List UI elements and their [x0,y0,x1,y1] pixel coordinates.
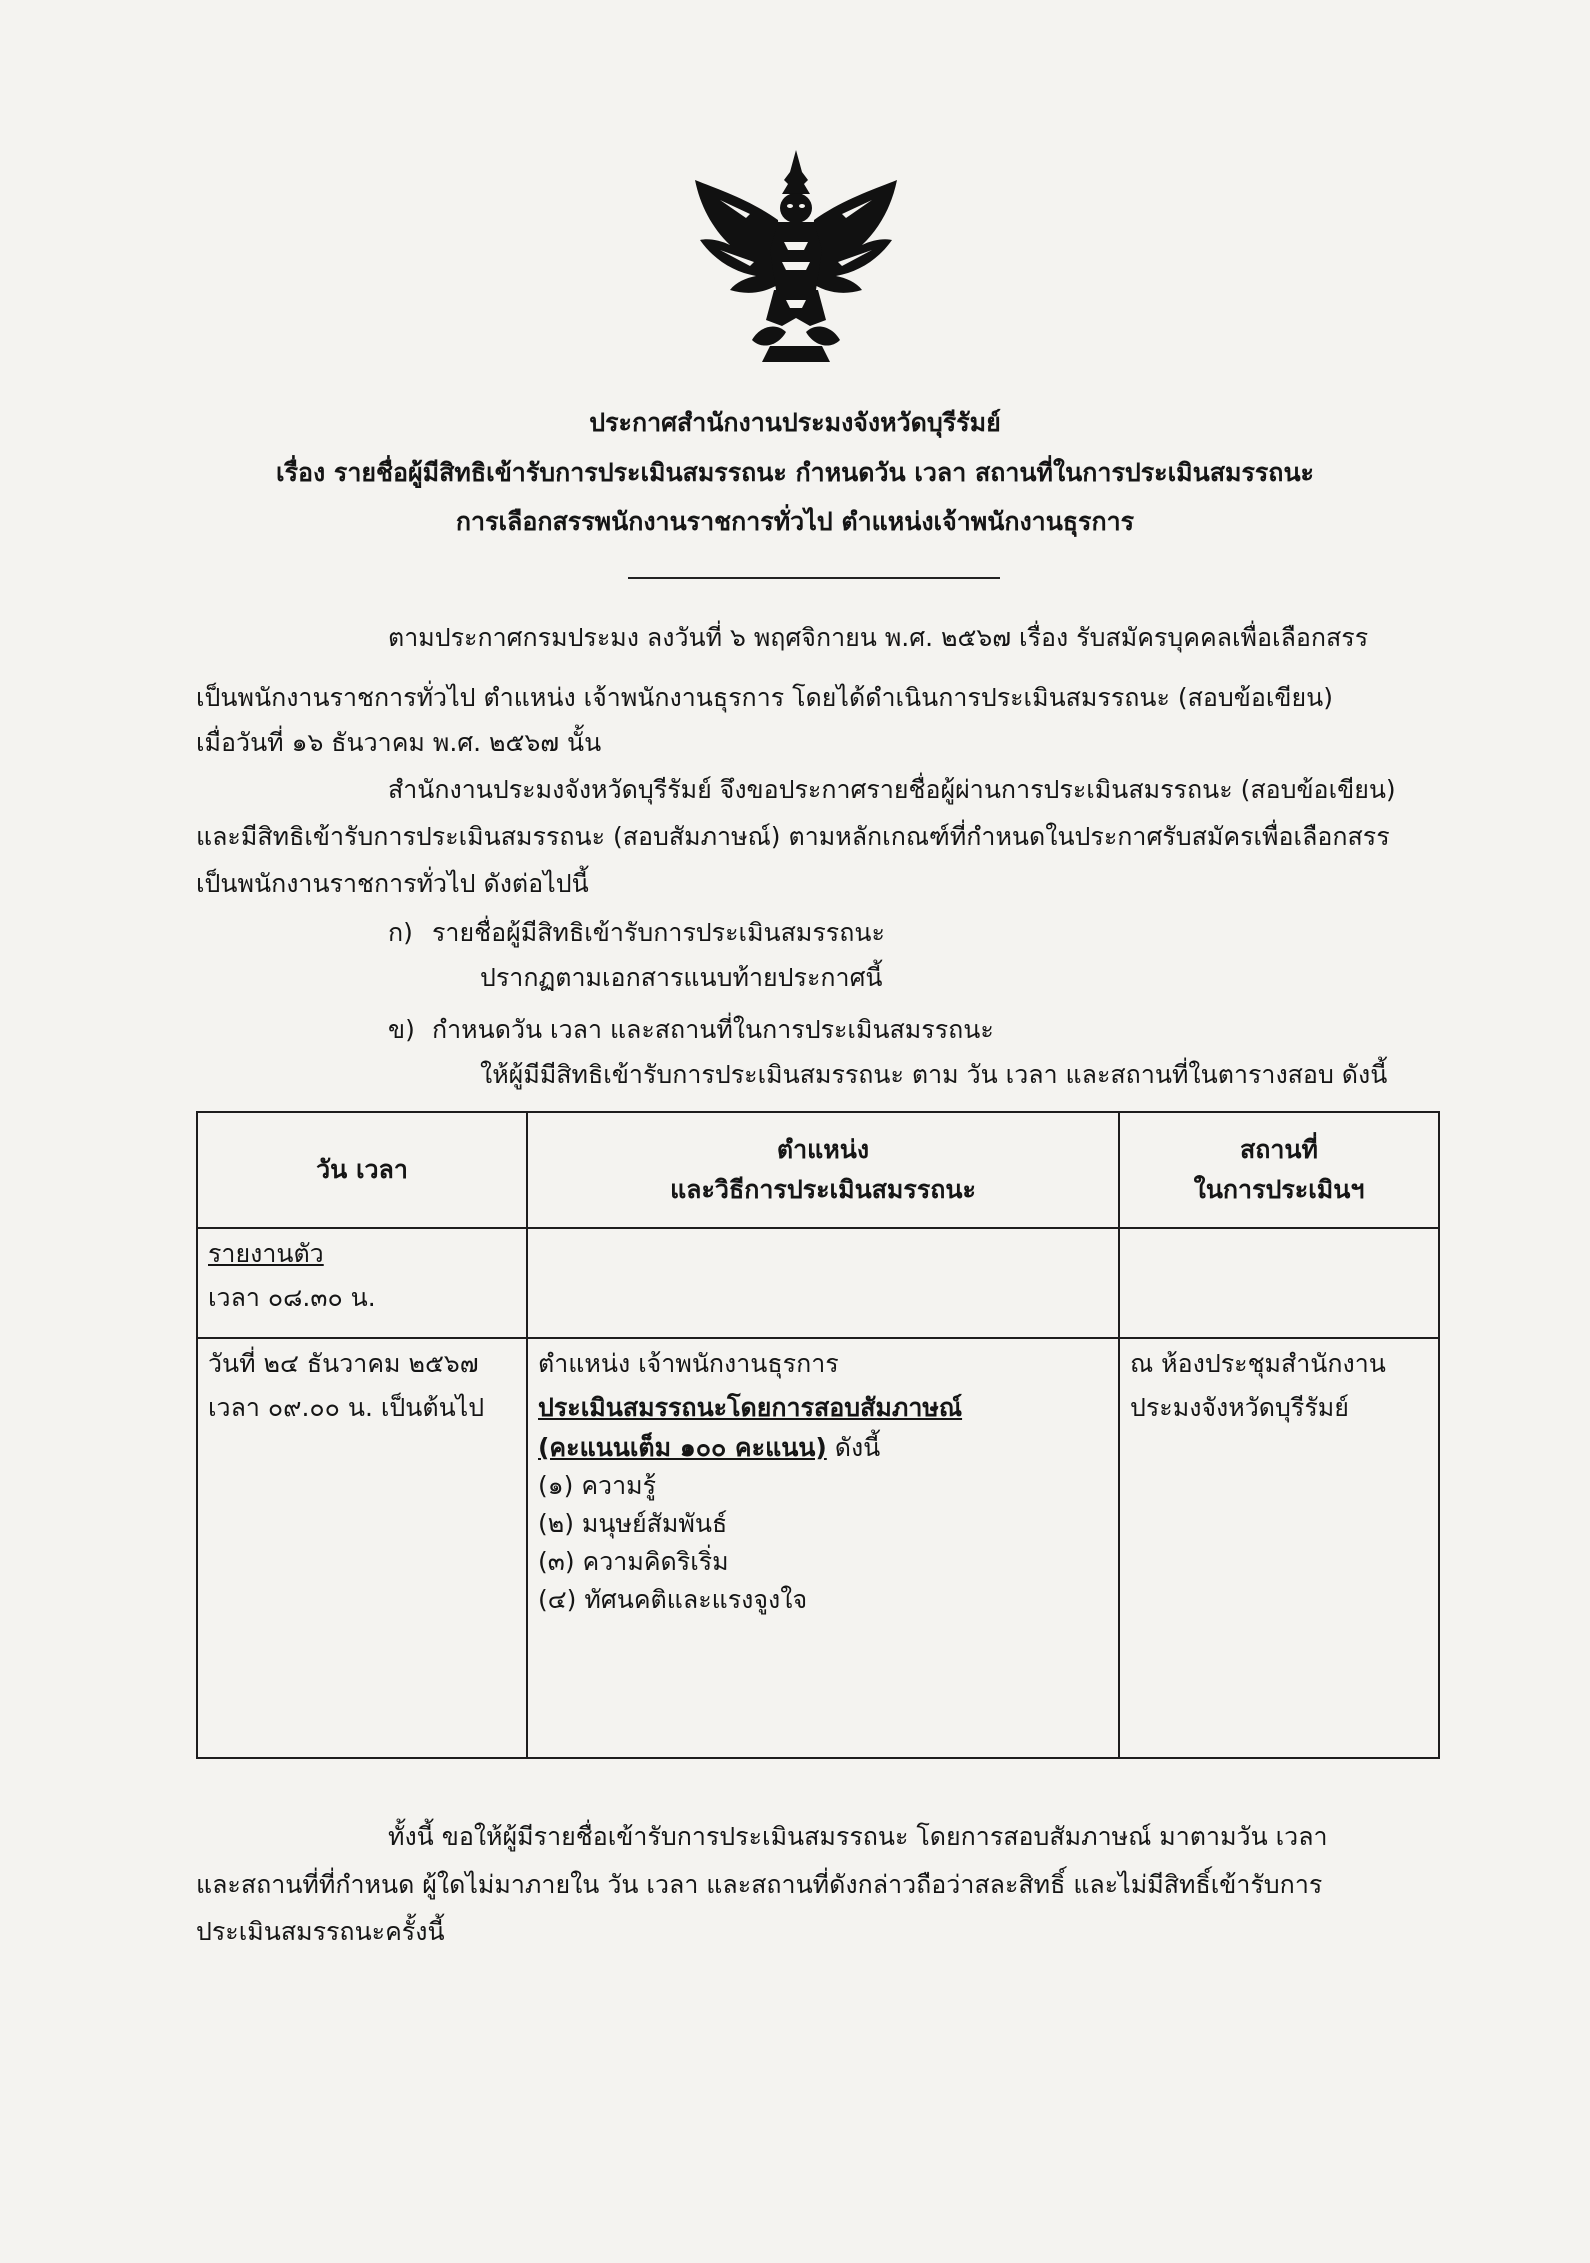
closing-line-2: และสถานที่ที่กำหนด ผู้ใดไม่มาภายใน วัน เวลา และสถานที่ดังกล่าวถือว่าสละสิทธิ์ และไม่มีสิทธิ์เข้ารับการ [196,1870,1323,1899]
empty-cell [527,1228,1119,1338]
exam-venue-cell: ณ ห้องประชุมสำนักงาน ประมงจังหวัดบุรีรัมย์ [1119,1338,1439,1758]
announcement-subject: เรื่อง รายชื่อผู้มีสิทธิเข้ารับการประเมินสมรรถนะ กำหนดวัน เวลา สถานที่ในการประเมินสมรรถนะ [276,458,1314,487]
paragraph-2-line-3: เป็นพนักงานราชการทั่วไป ดังต่อไปนี้ [196,869,589,898]
criteria-item: (๔) ทัศนคติและแรงจูงใจ [538,1585,808,1614]
table-header-row [197,1112,1439,1228]
garuda-emblem-icon [690,150,902,368]
announcement-subject-line2: การเลือกสรรพนักงานราชการทั่วไป ตำแหน่งเจ้าพนักงานธุรการ [455,507,1135,536]
table-row [197,1228,1439,1338]
paragraph-2-line-1: สำนักงานประมงจังหวัดบุรีรัมย์ จึงขอประกาศรายชื่อผู้ผ่านการประเมินสมรรถนะ (สอบข้อเขียน) [388,775,1396,804]
closing-line-1: ทั้งนี้ ขอให้ผู้มีรายชื่อเข้ารับการประเมินสมรรถนะ โดยการสอบสัมภาษณ์ มาตามวัน เวลา [388,1822,1328,1851]
paragraph-2-line-2: และมีสิทธิเข้ารับการประเมินสมรรถนะ (สอบสัมภาษณ์) ตามหลักเกณฑ์ที่กำหนดในประกาศรับสมัครเพื่อเลือกสรร [196,822,1390,851]
header-position-method: ตำแหน่ง และวิธีการประเมินสมรรถนะ [527,1112,1119,1228]
item-a-line-2: ปรากฏตามเอกสารแนบท้ายประกาศนี้ [480,963,883,992]
item-a-label: ก) [388,918,413,947]
exam-method-cell: ตำแหน่ง เจ้าพนักงานธุรการ ประเมินสมรรถนะโดยการสอบสัมภาษณ์ (คะแนนเต็ม ๑๐๐ คะแนน) ดังนี้ (๑) ความรู้ (๒) มนุษย์สัมพันธ์ (๓) ความคิดริเริ่ม (๔) ทัศนคติและแรงจูงใจ [527,1338,1119,1758]
criteria-item: (๓) ความคิดริเริ่ม [538,1547,729,1576]
item-b-label: ข) [388,1015,415,1044]
report-in-cell: รายงานตัว เวลา ๐๘.๓๐ น. [197,1228,527,1338]
header-venue: สถานที่ ในการประเมินฯ [1119,1112,1439,1228]
item-b-line-1: กำหนดวัน เวลา และสถานที่ในการประเมินสมรรถนะ [432,1015,994,1044]
item-b-line-2: ให้ผู้มีมีสิทธิเข้ารับการประเมินสมรรถนะ ตาม วัน เวลา และสถานที่ในตารางสอบ ดังนี้ [480,1060,1388,1089]
schedule-table [196,1111,1440,1759]
announcement-title: ประกาศสำนักงานประมงจังหวัดบุรีรัมย์ [589,408,1001,437]
table-row [197,1338,1439,1758]
paragraph-1-line-1: ตามประกาศกรมประมง ลงวันที่ ๖ พฤศจิกายน พ.ศ. ๒๕๖๗ เรื่อง รับสมัครบุคคลเพื่อเลือกสรร [388,623,1369,652]
criteria-item: (๒) มนุษย์สัมพันธ์ [538,1509,728,1538]
item-a-line-1: รายชื่อผู้มีสิทธิเข้ารับการประเมินสมรรถนะ [432,918,885,947]
exam-date-cell: วันที่ ๒๔ ธันวาคม ๒๕๖๗ เวลา ๐๙.๐๐ น. เป็นต้นไป [197,1338,527,1758]
paragraph-1-line-2: เป็นพนักงานราชการทั่วไป ตำแหน่ง เจ้าพนักงานธุรการ โดยได้ดำเนินการประเมินสมรรถนะ (สอบข้อเขียน) [196,683,1333,712]
closing-line-3: ประเมินสมรรถนะครั้งนี้ [196,1917,445,1946]
paragraph-1-line-3: เมื่อวันที่ ๑๖ ธันวาคม พ.ศ. ๒๕๖๗ นั้น [196,728,602,757]
title-divider [628,577,1000,579]
header-date-time: วัน เวลา [197,1112,527,1228]
criteria-item: (๑) ความรู้ [538,1471,657,1500]
empty-cell [1119,1228,1439,1338]
